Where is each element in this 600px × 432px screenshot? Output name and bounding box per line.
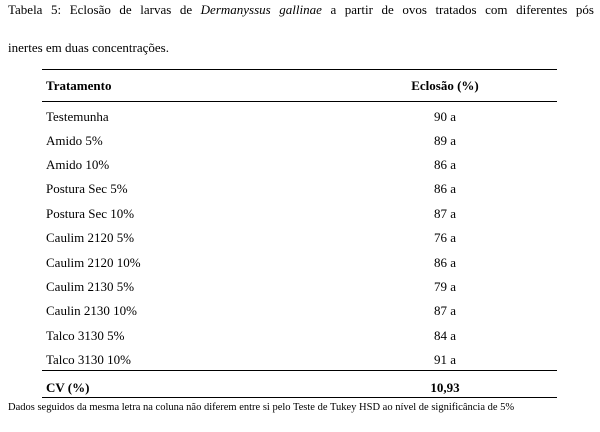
row-treatment: Talco 3130 10% xyxy=(46,352,132,367)
table-row xyxy=(46,205,551,223)
table-cv-row xyxy=(46,379,551,397)
table-row xyxy=(46,229,551,247)
row-treatment: Caulim 2120 5% xyxy=(46,230,135,245)
table-body-rule xyxy=(42,370,557,371)
cv-value: 10,93 xyxy=(430,380,460,395)
row-hatching: 79 a xyxy=(433,279,457,294)
table-caption-line2: inertes em duas concentrações. xyxy=(8,40,169,55)
table-row xyxy=(46,351,551,369)
row-hatching: 76 a xyxy=(433,230,457,245)
header-treatment: Tratamento xyxy=(46,78,112,93)
row-hatching: 86 a xyxy=(433,181,457,196)
row-treatment: Talco 3130 5% xyxy=(46,328,125,343)
row-treatment: Caulim 2120 10% xyxy=(46,255,141,270)
row-hatching: 87 a xyxy=(433,206,457,221)
row-hatching: 91 a xyxy=(433,352,457,367)
row-treatment: Caulin 2130 10% xyxy=(46,303,137,318)
table-row xyxy=(46,180,551,198)
row-treatment: Testemunha xyxy=(46,109,109,124)
table-row xyxy=(46,278,551,296)
row-hatching: 87 a xyxy=(433,303,457,318)
table-caption xyxy=(8,2,594,17)
table-row xyxy=(46,132,551,150)
table-header xyxy=(46,77,551,95)
row-hatching: 86 a xyxy=(433,157,457,172)
cv-label: CV (%) xyxy=(46,380,90,395)
table-row xyxy=(46,108,551,126)
row-treatment: Amido 10% xyxy=(46,157,110,172)
table-header-rule xyxy=(42,101,557,102)
table-row xyxy=(46,254,551,272)
table-bottom-rule xyxy=(42,397,557,398)
row-treatment: Postura Sec 10% xyxy=(46,206,135,221)
table-row xyxy=(46,156,551,174)
row-hatching: 84 a xyxy=(433,328,457,343)
caption-species: Dermanyssus gallinae xyxy=(200,2,322,17)
table-footnote: Dados seguidos da mesma letra na coluna não diferem entre si pelo Teste de Tukey HSD ao nível de significância de 5% xyxy=(8,402,515,413)
table-row xyxy=(46,327,551,345)
row-hatching: 86 a xyxy=(433,255,457,270)
header-hatching: Eclosão (%) xyxy=(411,78,479,93)
caption-prefix: Tabela 5: Eclosão de larvas de xyxy=(8,2,193,17)
row-treatment: Caulim 2130 5% xyxy=(46,279,135,294)
row-treatment: Amido 5% xyxy=(46,133,103,148)
row-treatment: Postura Sec 5% xyxy=(46,181,128,196)
row-hatching: 89 a xyxy=(433,133,457,148)
row-hatching: 90 a xyxy=(433,109,457,124)
table-row xyxy=(46,302,551,320)
caption-suffix: a partir de ovos tratados com diferentes pós xyxy=(330,2,594,17)
table-top-rule xyxy=(42,69,557,70)
